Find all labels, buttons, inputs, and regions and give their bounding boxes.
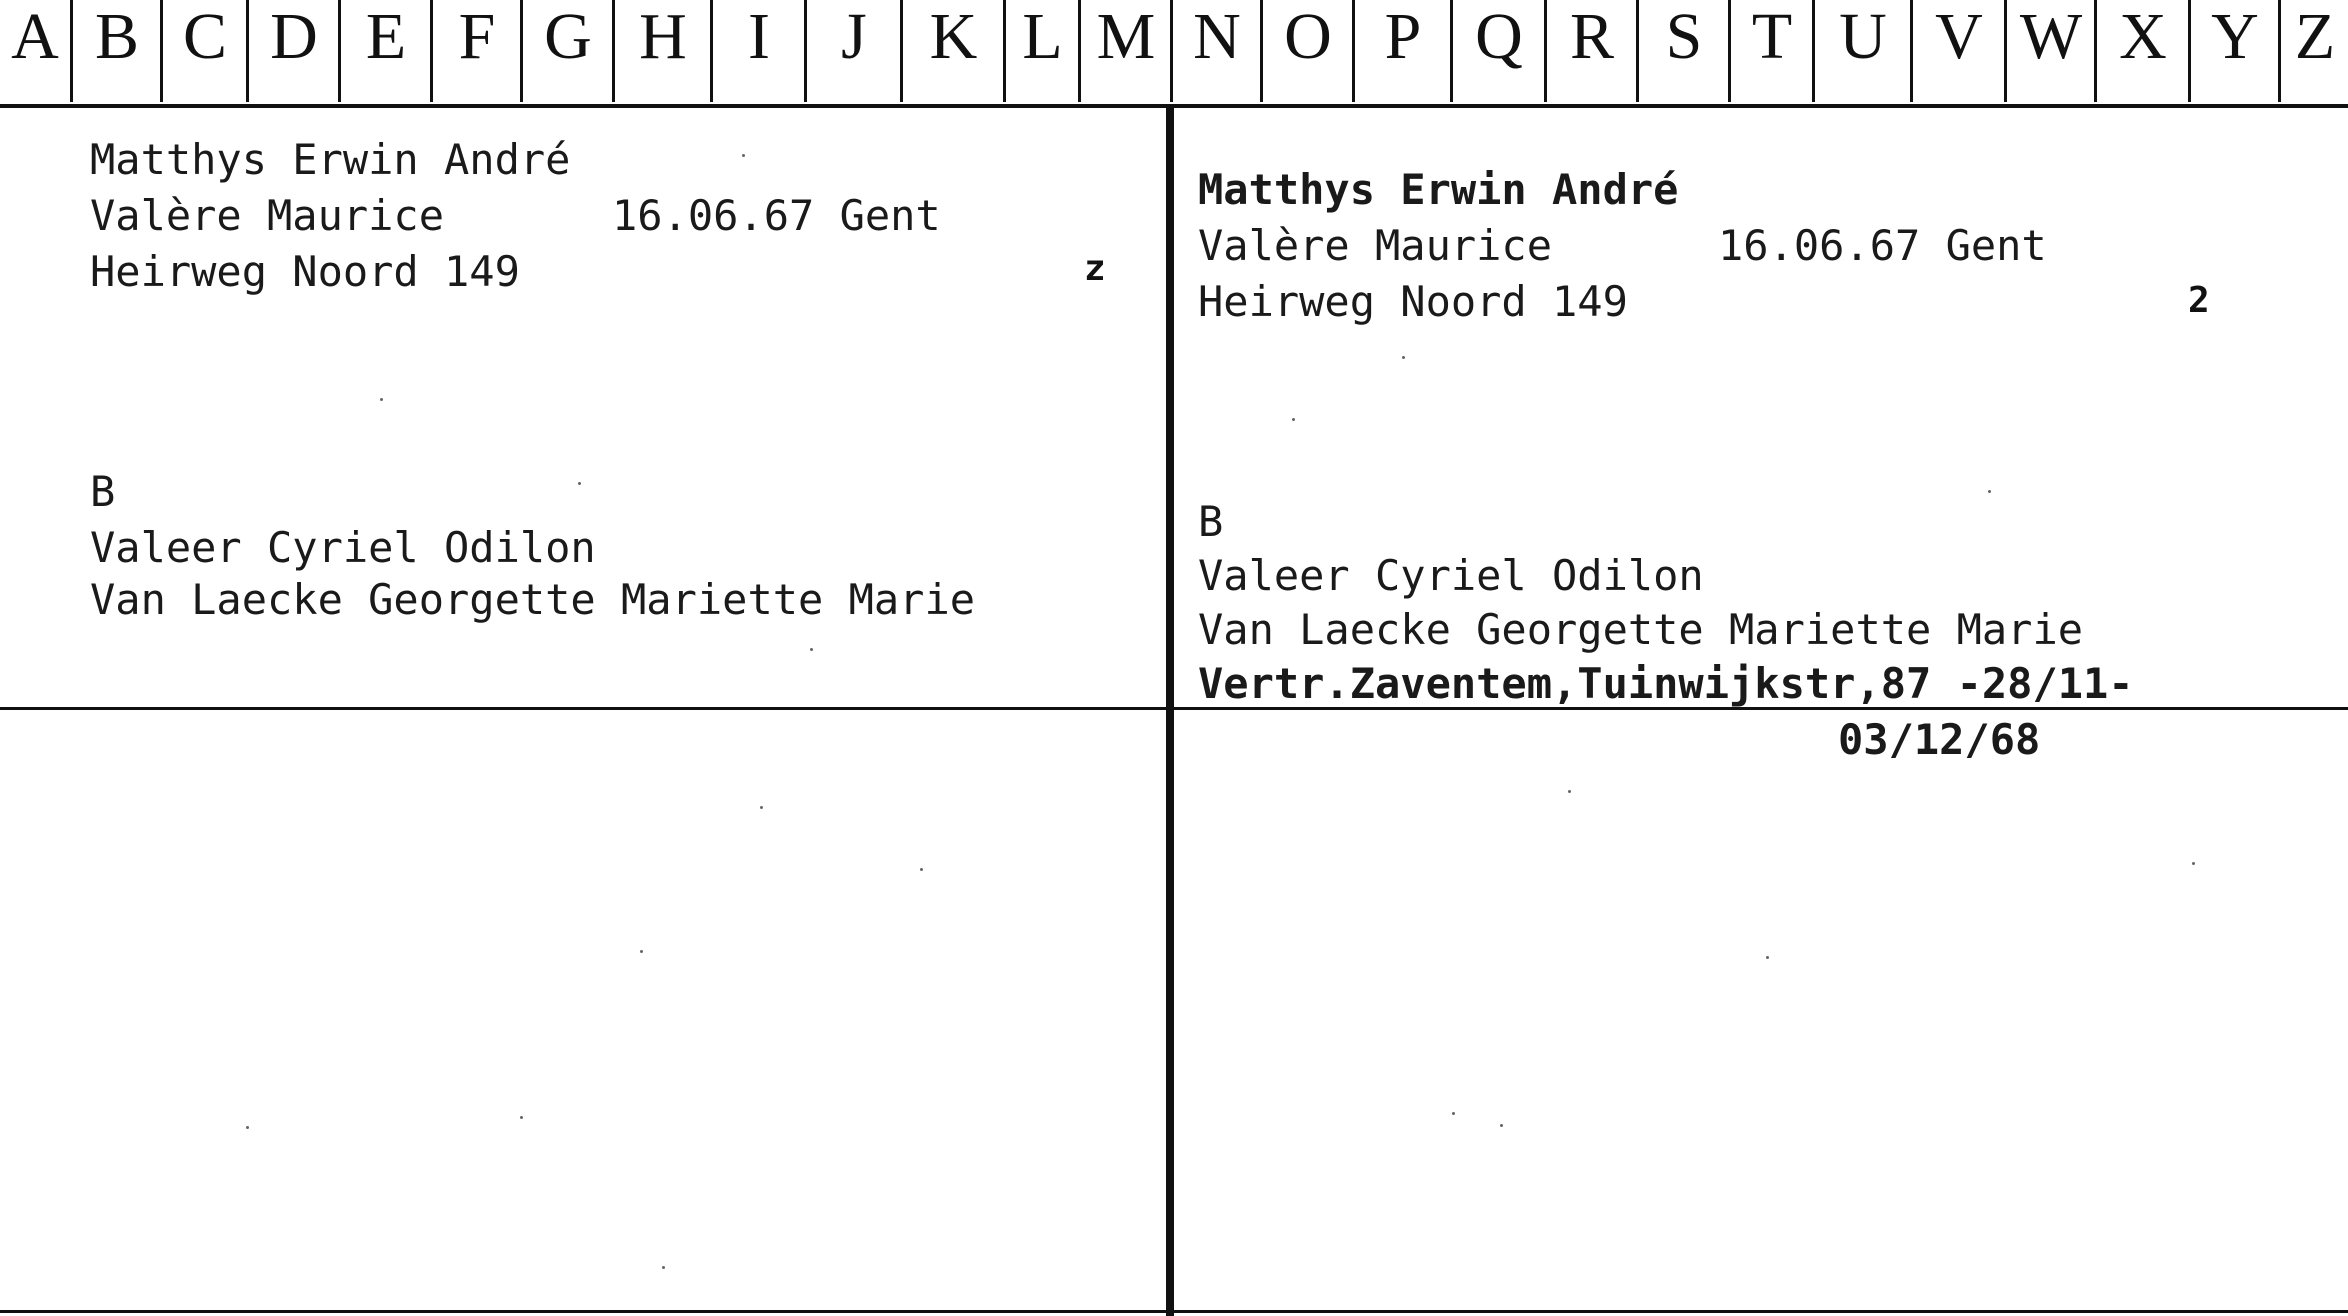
- alphabet-separator: [70, 0, 73, 102]
- alphabet-letter-v: V: [1935, 0, 1983, 73]
- right-section-letter: B: [1198, 497, 1224, 546]
- alphabet-separator: [1352, 0, 1355, 102]
- card-divider: [1166, 106, 1174, 1316]
- scan-speck: [810, 648, 813, 651]
- scan-speck: [1568, 790, 1571, 793]
- alphabet-separator: [710, 0, 713, 102]
- alphabet-letter-i: I: [748, 0, 770, 73]
- alphabet-separator: [246, 0, 249, 102]
- alphabet-letter-c: C: [182, 0, 228, 73]
- left-section-letter: B: [90, 467, 116, 516]
- alphabet-letter-k: K: [929, 0, 978, 73]
- scan-speck: [246, 1126, 249, 1129]
- header-bottom-rule: [0, 104, 2348, 108]
- alphabet-letter-r: R: [1569, 0, 1615, 73]
- right-name-line: Matthys Erwin André: [1198, 165, 1679, 214]
- left-father: Valeer Cyriel Odilon: [90, 523, 596, 572]
- alphabet-letter-g: G: [544, 0, 592, 73]
- alphabet-letter-l: L: [1022, 0, 1063, 73]
- scan-speck: [1452, 1112, 1455, 1115]
- scan-speck: [578, 482, 581, 485]
- alphabet-separator: [1910, 0, 1913, 102]
- alphabet-separator: [1078, 0, 1081, 102]
- left-given-names: Valère Maurice: [90, 191, 445, 240]
- right-given-names: Valère Maurice: [1198, 221, 1553, 270]
- alphabet-separator: [1812, 0, 1815, 102]
- left-middle-rule: [0, 707, 1166, 710]
- right-date-stamp: 03/12/68: [1838, 715, 2041, 764]
- alphabet-letter-j: J: [841, 0, 867, 73]
- alphabet-separator: [804, 0, 807, 102]
- scan-speck: [1988, 490, 1991, 493]
- alphabet-separator: [520, 0, 523, 102]
- scan-speck: [380, 398, 383, 401]
- right-mother: Van Laecke Georgette Mariette Marie: [1198, 605, 2084, 654]
- scan-speck: [662, 1266, 665, 1269]
- scan-speck: [1402, 356, 1405, 359]
- alphabet-letter-t: T: [1751, 0, 1793, 73]
- alphabet-separator: [338, 0, 341, 102]
- left-name-line: Matthys Erwin André: [90, 135, 571, 184]
- left-mark: z: [1084, 248, 1106, 289]
- right-mark: 2: [2188, 280, 2210, 321]
- alphabet-letter-u: U: [1839, 0, 1887, 73]
- alphabet-letter-m: M: [1096, 0, 1156, 73]
- scan-speck: [1292, 418, 1295, 421]
- alphabet-index-header: [0, 0, 2348, 108]
- alphabet-separator: [2188, 0, 2191, 102]
- alphabet-separator: [1728, 0, 1731, 102]
- alphabet-letter-d: D: [270, 0, 318, 73]
- alphabet-separator: [2004, 0, 2007, 102]
- right-departure: Vertr.Zaventem,Tuinwijkstr,87 -28/11-: [1198, 659, 2134, 708]
- alphabet-separator: [1636, 0, 1639, 102]
- bottom-rule: [0, 1310, 2348, 1313]
- alphabet-letter-x: X: [2119, 0, 2167, 73]
- alphabet-letter-h: H: [639, 0, 687, 73]
- alphabet-letter-z: Z: [2294, 0, 2336, 73]
- alphabet-letter-n: N: [1193, 0, 1241, 73]
- left-mother: Van Laecke Georgette Mariette Marie: [90, 575, 976, 624]
- scan-speck: [742, 154, 745, 157]
- alphabet-letter-a: A: [11, 0, 59, 73]
- left-birth: 16.06.67 Gent: [612, 191, 941, 240]
- right-birth: 16.06.67 Gent: [1718, 221, 2047, 270]
- alphabet-separator: [1450, 0, 1453, 102]
- scan-speck: [760, 806, 763, 809]
- alphabet-separator: [2094, 0, 2097, 102]
- scan-speck: [640, 950, 643, 953]
- alphabet-separator: [160, 0, 163, 102]
- alphabet-letter-w: W: [2019, 0, 2083, 73]
- left-address: Heirweg Noord 149: [90, 247, 520, 296]
- alphabet-letter-y: Y: [2211, 0, 2259, 73]
- scan-speck: [520, 1116, 523, 1119]
- alphabet-letter-s: S: [1665, 0, 1703, 73]
- alphabet-separator: [1003, 0, 1006, 102]
- scan-speck: [2192, 862, 2195, 865]
- scan-speck: [1500, 1124, 1503, 1127]
- alphabet-letter-e: E: [365, 0, 407, 73]
- alphabet-letter-p: P: [1384, 0, 1422, 73]
- scan-speck: [1766, 956, 1769, 959]
- alphabet-letter-b: B: [94, 0, 140, 73]
- alphabet-separator: [612, 0, 615, 102]
- alphabet-separator: [1544, 0, 1547, 102]
- alphabet-separator: [1260, 0, 1263, 102]
- right-father: Valeer Cyriel Odilon: [1198, 551, 1704, 600]
- alphabet-letter-f: F: [458, 0, 496, 73]
- scan-speck: [920, 868, 923, 871]
- alphabet-letter-o: O: [1284, 0, 1332, 73]
- alphabet-separator: [2278, 0, 2281, 102]
- alphabet-letter-q: Q: [1475, 0, 1523, 73]
- right-address: Heirweg Noord 149: [1198, 277, 1628, 326]
- alphabet-separator: [430, 0, 433, 102]
- alphabet-separator: [900, 0, 903, 102]
- alphabet-separator: [1170, 0, 1173, 102]
